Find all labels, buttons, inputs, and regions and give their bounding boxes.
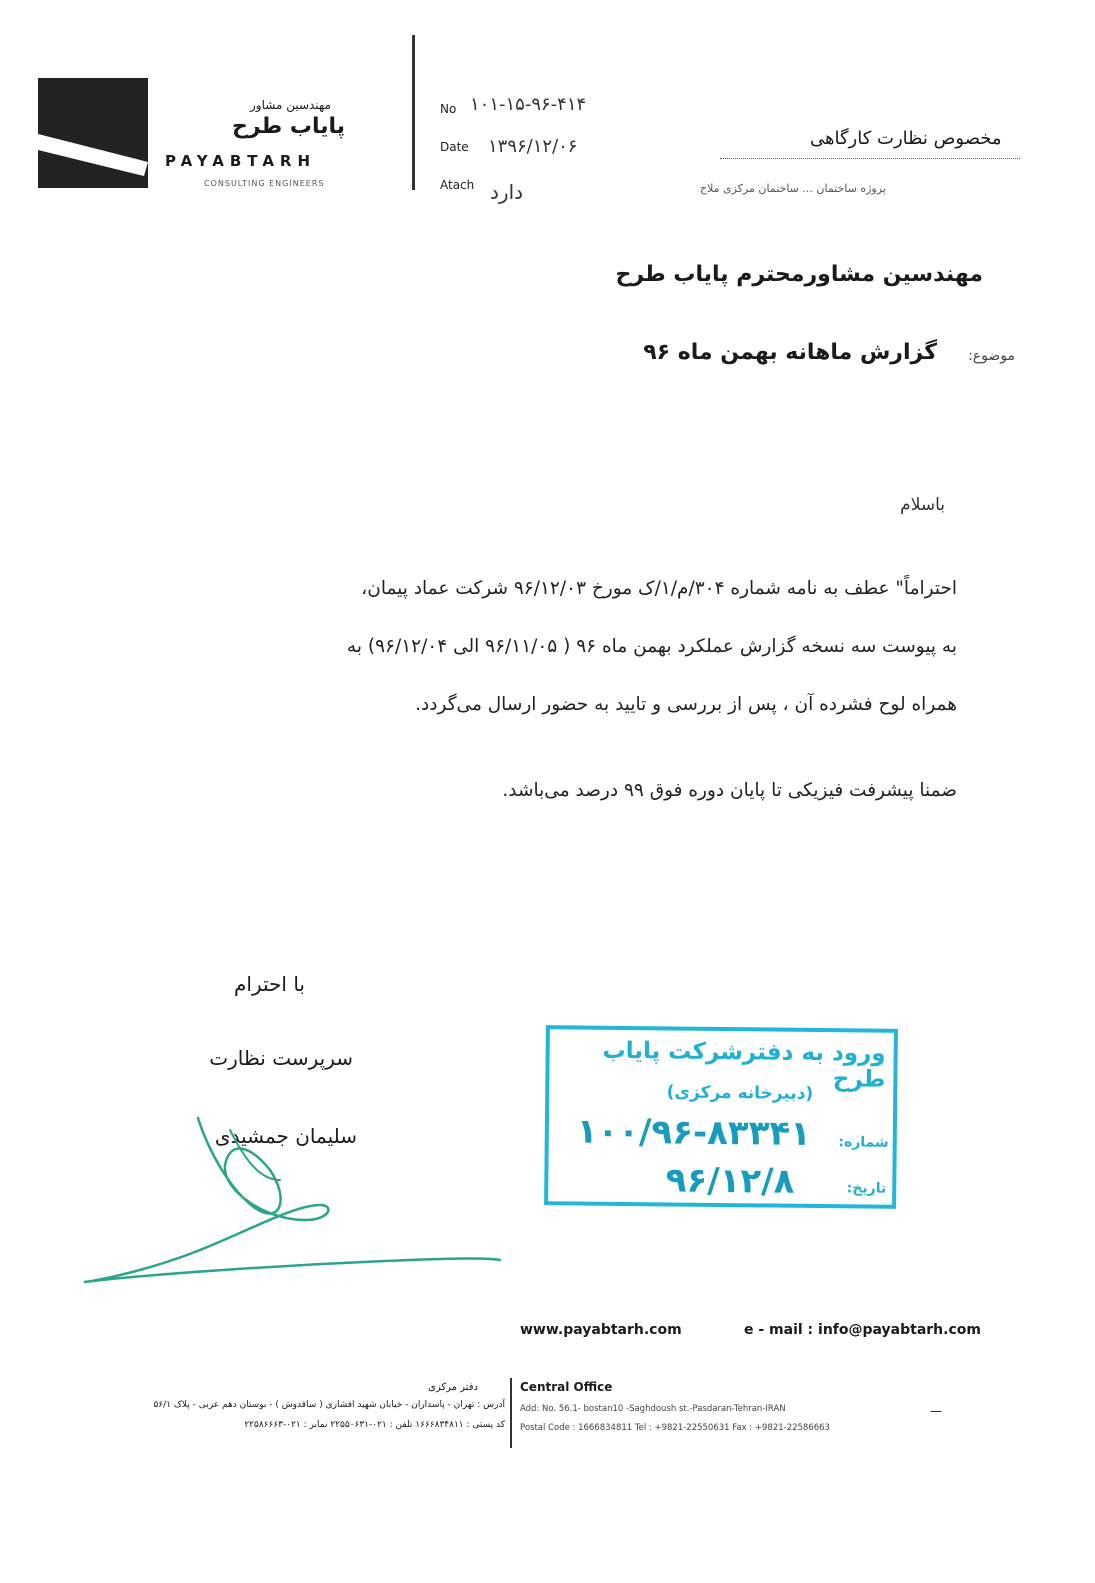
confidential-subtitle: پروژه ساختمان ... ساختمان مرکزی ملاح — [700, 182, 886, 195]
website-link[interactable]: www.payabtarh.com — [520, 1322, 682, 1338]
office-label-fa: دفتر مرکزی — [428, 1382, 478, 1393]
subject-label: موضوع: — [968, 348, 1015, 364]
paragraph-line-2: به پیوست سه نسخه گزارش عملکرد بهمن ماه ۹۶ ( ۹۶/۱۱/۰۵ الی ۹۶/۱۲/۰۴) به — [346, 636, 957, 657]
closing: با احترام — [234, 972, 305, 996]
stamp-line-2: (دبیرخانه مرکزی) — [666, 1082, 814, 1104]
contact-fa: کد پستی : ۱۶۶۶۸۳۴۸۱۱ تلفن : ۰۲۱-۲۲۵۵۰۶۳۱ نمابر : ۰۲۱-۲۲۵۸۶۶۶۳ — [244, 1420, 505, 1430]
office-label-en: Central Office — [520, 1380, 613, 1394]
attach-label: Atach — [440, 178, 475, 192]
letter-number: ۱۰۱-۱۵-۹۶-۴۱۴ — [470, 94, 587, 115]
date-label: Date — [440, 140, 469, 154]
address-en: Add: No. 56.1- bostan10 -Saghdoush st.-Pasdaran-Tehran-IRAN — [520, 1404, 786, 1414]
subject: گزارش ماهانه بهمن ماه ۹۶ — [643, 340, 937, 365]
header-divider — [412, 35, 415, 190]
contact-en: Postal Code : 1666834811 Tel : +9821-22550631 Fax : +9821-22586663 — [520, 1423, 830, 1433]
paragraph-line-1: احتراماً" عطف به نامه شماره ۳۰۴/م/۱/ک مورخ ۹۶/۱۲/۰۳ شرکت عماد پیمان، — [361, 578, 957, 599]
footer-divider — [510, 1378, 512, 1448]
paragraph-line-3: همراه لوح فشرده آن ، پس از بررسی و تایید به حضور ارسال می‌گردد. — [415, 694, 957, 715]
letter-date: ۱۳۹۶/۱۲/۰۶ — [488, 136, 578, 157]
greeting: باسلام — [900, 495, 945, 515]
stamp-date: ۹۶/۱۲/۸ — [665, 1160, 795, 1202]
signer-name: سلیمان جمشیدی — [214, 1124, 357, 1148]
email-link[interactable]: e - mail : info@payabtarh.com — [744, 1322, 981, 1338]
signature — [80, 1110, 510, 1290]
registry-stamp — [544, 1025, 898, 1209]
paragraph-2: ضمنا پیشرفت فیزیکی تا پایان دوره فوق ۹۹ درصد می‌باشد. — [502, 780, 957, 801]
signer-title: سرپرست نظارت — [209, 1046, 353, 1070]
stamp-line-1: ورود به دفترشرکت پایاب طرح — [602, 1037, 886, 1093]
no-label: No — [440, 102, 457, 116]
stamp-number: ۱۰۰/۹۶-۸۳۳۴۱ — [576, 1111, 812, 1154]
address-fa: آدرس : تهران - پاسداران - خیابان شهید افشاری ( ساقدوش ) - بوستان دهم عربی - پلاک ۵۶/۱ — [153, 1400, 505, 1410]
brand-name-en: PAYABTARH — [165, 152, 317, 170]
company-logo — [38, 78, 148, 188]
brand-name-fa: پایاب طرح — [232, 114, 346, 139]
brand-tagline: CONSULTING ENGINEERS — [204, 179, 325, 188]
confidential-title: مخصوص نظارت کارگاهی — [810, 128, 1002, 149]
footer-dash: — — [930, 1404, 942, 1418]
brand-subtitle: مهندسین مشاور — [250, 98, 331, 112]
recipient: مهندسین مشاورمحترم پایاب طرح — [615, 262, 983, 287]
stamp-number-label: شماره: — [838, 1134, 889, 1151]
attach-value: دارد — [490, 180, 524, 204]
confidential-underline — [720, 158, 1020, 159]
stamp-date-label: تاریخ: — [846, 1180, 887, 1197]
